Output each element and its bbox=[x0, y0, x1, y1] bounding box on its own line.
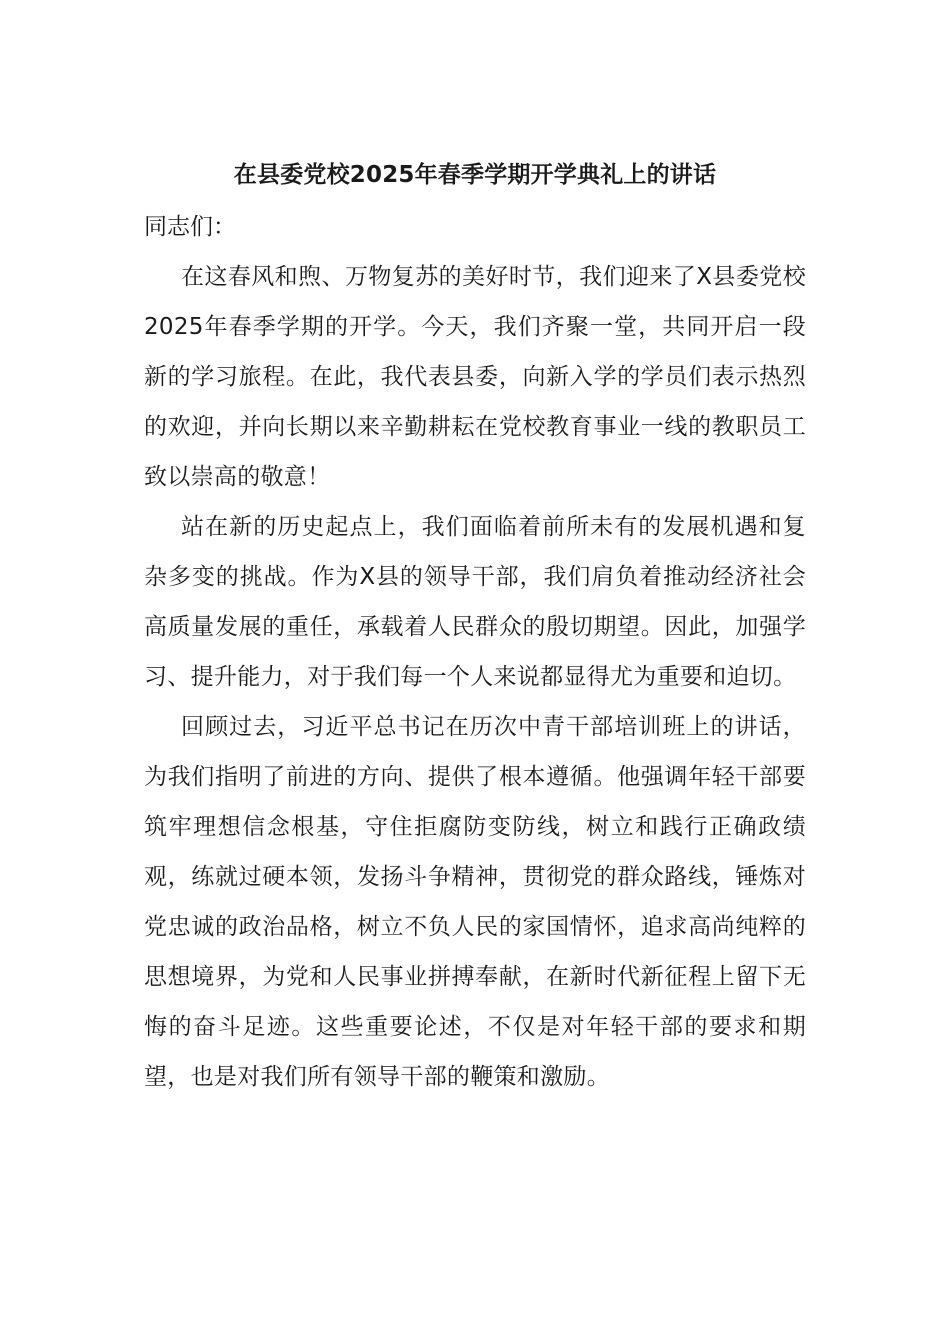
paragraph-1: 在这春风和煦、万物复苏的美好时节，我们迎来了X县委党校2025年春季学期的开学。今天，我们齐聚一堂，共同开启一段新的学习旅程。在此，我代表县委，向新入学的学员们表示热烈的欢迎，并向长期以来辛勤耕耘在党校教育事业一线的教职员工致以崇高的敬意！ bbox=[144, 264, 806, 490]
salutation: 同志们： bbox=[144, 214, 236, 240]
document-body bbox=[144, 152, 806, 1102]
paragraph-3: 回顾过去，习近平总书记在历次中青干部培训班上的讲话，为我们指明了前进的方向、提供了根本遵循。他强调年轻干部要筑牢理想信念根基，守住拒腐防变防线，树立和践行正确政绩观，练就过硬本领，发扬斗争精神，贯彻党的群众路线，锤炼对党忠诚的政治品格，树立不负人民的家国情怀，追求高尚纯粹的思想境界，为党和人民事业拼搏奉献，在新时代新征程上留下无悔的奋斗足迹。这些重要论述，不仅是对年轻干部的要求和期望，也是对我们所有领导干部的鞭策和激励。 bbox=[144, 714, 806, 1090]
document-title: 在县委党校2025年春季学期开学典礼上的讲话 bbox=[233, 162, 717, 188]
paragraph-2: 站在新的历史起点上，我们面临着前所未有的发展机遇和复杂多变的挑战。作为X县的领导干部，我们肩负着推动经济社会高质量发展的重任，承载着人民群众的殷切期望。因此，加强学习、提升能力，对于我们每一个人来说都显得尤为重要和迫切。 bbox=[144, 514, 806, 690]
